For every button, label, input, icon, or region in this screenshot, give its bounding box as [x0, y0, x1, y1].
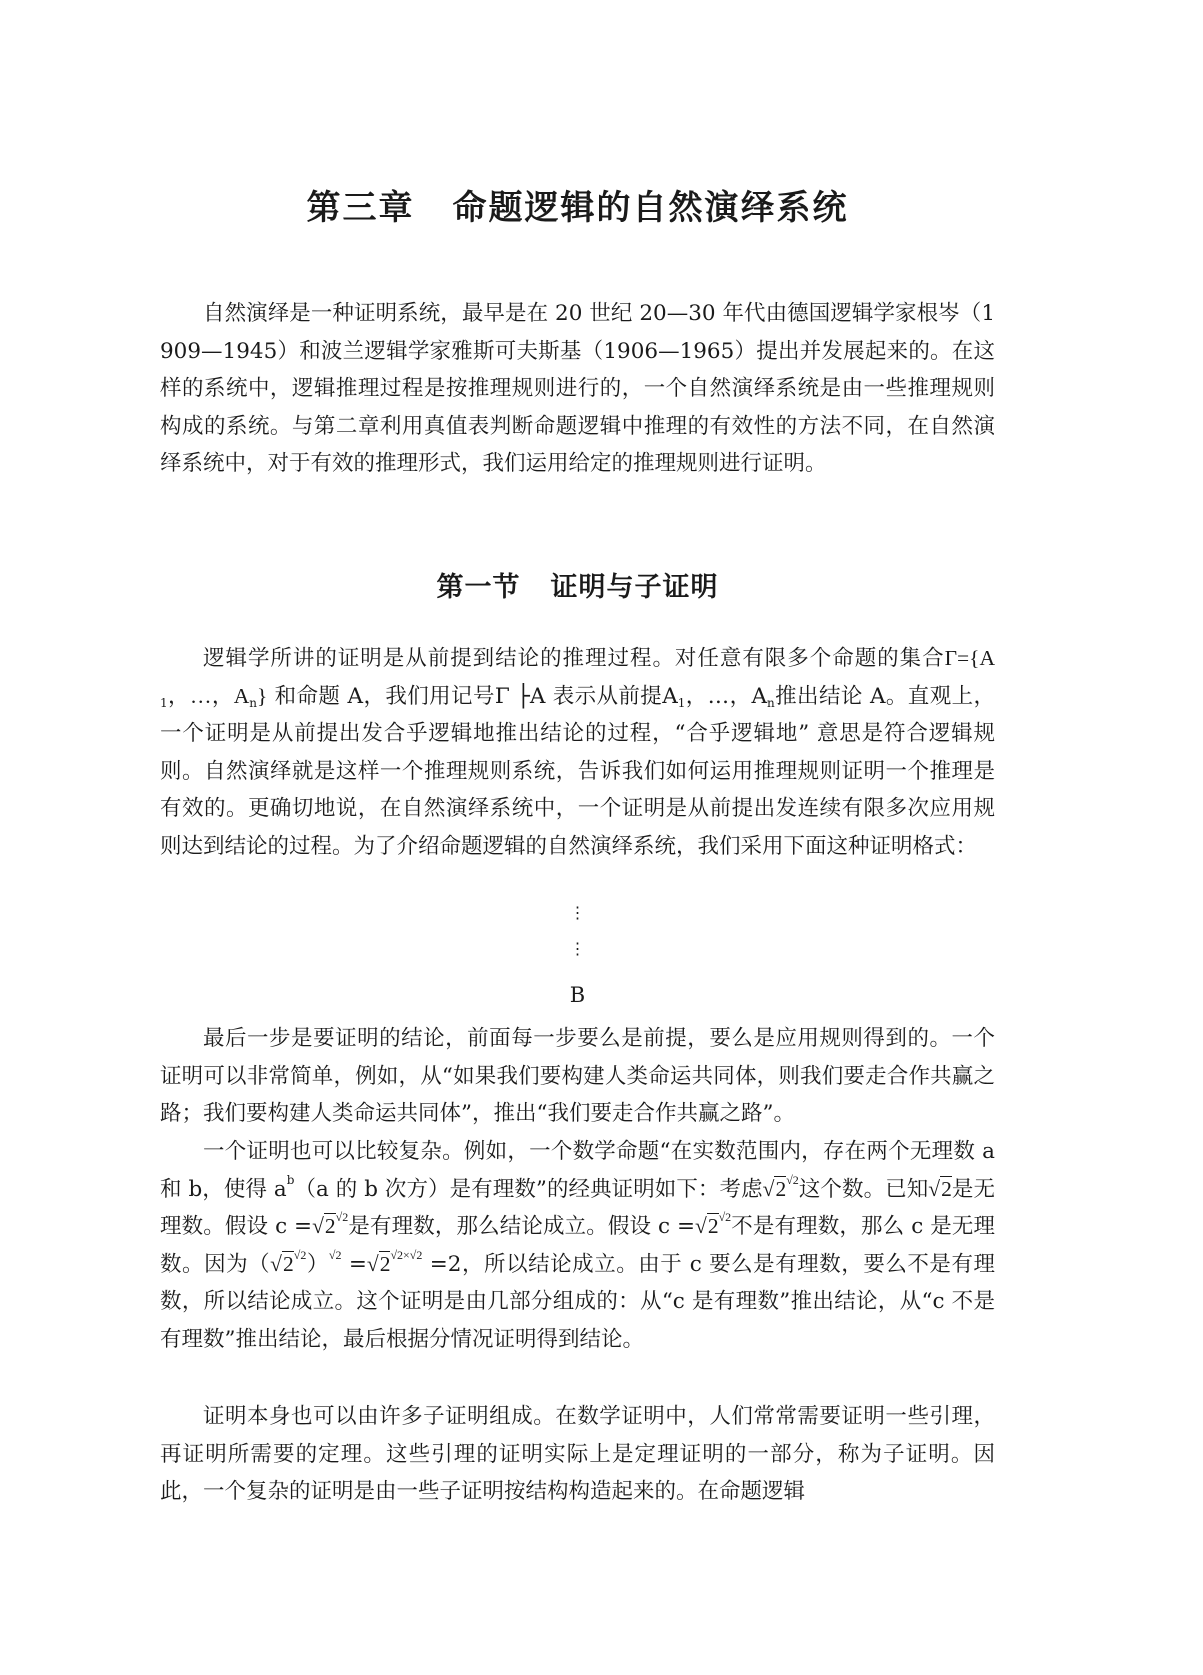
text-run: 和命题 A，我们用记号Γ ├A 表示从前提A — [267, 683, 678, 709]
exponent: √2 — [328, 1247, 342, 1262]
vertical-ellipsis: ⋮ — [569, 903, 586, 922]
proof-format-block — [160, 905, 995, 1013]
text-run: 不是有理数，那么 c 是无理数。因为（ — [160, 1214, 995, 1277]
text-run: 逻辑学所讲的证明是从前提到结论的推理过程。对任意有限多个命题的集合 — [203, 646, 945, 671]
text-run: =2，所以结论成立。由于 c 要么是有理数，要么不是有理数，所以结论成立。这个证明是由几部分组成的：从“c 是有理数”推出结论，从“c 不是有理数”推出结论，最后根据分情况证明得到结论。 — [160, 1251, 995, 1352]
radicand: 2 — [707, 1214, 719, 1238]
text-run: 一个证明也可以比较复杂。例如，一个数学命题“在实数范围内，存在两个无理数 a 和 b，使得 a — [160, 1139, 995, 1202]
radical-sign: √ — [928, 1176, 941, 1201]
radicand: 2 — [324, 1214, 336, 1238]
text-run: 推出结论 A。直观上，一个证明是从前提出发合乎逻辑地推出结论的过程，“合乎逻辑地” 意思是符合逻辑规则。自然演绎就是这样一个推理规则系统，告诉我们如何运用推理规则证明一个推理是有效的。更确切地说，在自然演绎系统中，一个证明是从前提出发连续有限多次应用规则达到结论的过程。为了介绍命题逻辑的自然演绎系统，我们采用下面这种证明格式： — [160, 683, 996, 859]
sqrt2-power-product — [366, 1247, 423, 1276]
text-run: 是有理数，那么结论成立。假设 c = — [348, 1214, 696, 1239]
exponent: √2×√2 — [390, 1247, 423, 1262]
sqrt2-power-sqrt2 — [762, 1172, 799, 1201]
subscript: n — [249, 695, 258, 710]
sqrt2-power-sqrt2 — [270, 1247, 307, 1276]
radicand: 2 — [379, 1251, 391, 1276]
exponent: √2 — [335, 1210, 349, 1224]
text-run: （a 的 b 次方）是有理数”的经典证明如下：考虑 — [294, 1176, 763, 1202]
text-run: 是无理数。假设 c = — [160, 1176, 995, 1239]
radical-sign: √ — [762, 1176, 775, 1201]
subscript: n — [767, 695, 775, 710]
radicand: 2 — [775, 1176, 787, 1201]
vertical-ellipsis: ⋮ — [569, 939, 586, 958]
proof-definition-paragraph — [160, 640, 995, 865]
sqrt2 — [928, 1176, 952, 1201]
subscript: 1 — [677, 695, 686, 710]
sqrt2-power-sqrt2 — [695, 1210, 732, 1238]
chapter-number: 第三章 — [306, 188, 415, 228]
chapter-title — [160, 180, 995, 229]
math-gamma: Γ={A — [944, 646, 995, 670]
proof-conclusion: B — [569, 983, 586, 1007]
radical-sign: √ — [695, 1214, 707, 1238]
text-run: = — [341, 1251, 367, 1277]
section-title — [160, 565, 995, 604]
math-brace: } — [257, 683, 268, 708]
radicand: 2 — [282, 1251, 294, 1276]
intro-paragraph: 自然演绎是一种证明系统，最早是在 20 世纪 20—30 年代由德国逻辑学家根岑（1909—1945）和波兰逻辑学家雅斯可夫斯基（1906—1965）提出并发展起来的。在这样的系统中，逻辑推理过程是按推理规则进行的，一个自然演绎系统是由一些推理规则构成的系统。与第二章利用真值表判断命题逻辑中推理的有效性的方法不同，在自然演绎系统中，对于有效的推理形式，我们运用给定的推理规则进行证明。 — [160, 301, 995, 476]
superscript: b — [286, 1172, 295, 1187]
radical-sign: √ — [312, 1214, 324, 1238]
exponent: √2 — [718, 1210, 732, 1224]
simple-proof-paragraph: 最后一步是要证明的结论，前面每一步要么是前提，要么是应用规则得到的。一个证明可以非常简单，例如，从“如果我们要构建人类命运共同体，则我们要走合作共赢之路；我们要构建人类命运共同体”，推出“我们要走合作共赢之路”。 — [160, 1026, 995, 1126]
text-run: ） — [306, 1251, 329, 1277]
complex-proof-paragraph — [160, 1133, 995, 1358]
subscript: 1 — [160, 695, 168, 710]
chapter-name: 命题逻辑的自然演绎系统 — [452, 188, 849, 228]
section-number: 第一节 — [436, 572, 521, 603]
exponent: √2 — [293, 1247, 307, 1262]
sqrt2-power-sqrt2 — [312, 1210, 349, 1238]
math-list: ，…，A — [167, 683, 250, 708]
radical-sign: √ — [270, 1251, 282, 1276]
radicand: 2 — [941, 1176, 952, 1201]
exponent: √2 — [786, 1172, 799, 1187]
radical-sign: √ — [366, 1251, 379, 1276]
text-run: ，…，A — [685, 683, 768, 709]
section-name: 证明与子证明 — [550, 572, 719, 603]
subproof-paragraph: 证明本身也可以由许多子证明组成。在数学证明中，人们常常需要证明一些引理，再证明所需要的定理。这些引理的证明实际上是定理证明的一部分，称为子证明。因此，一个复杂的证明是由一些子证明按结构构造起来的。在命题逻辑 — [160, 1404, 995, 1504]
text-run: 这个数。已知 — [798, 1176, 929, 1202]
